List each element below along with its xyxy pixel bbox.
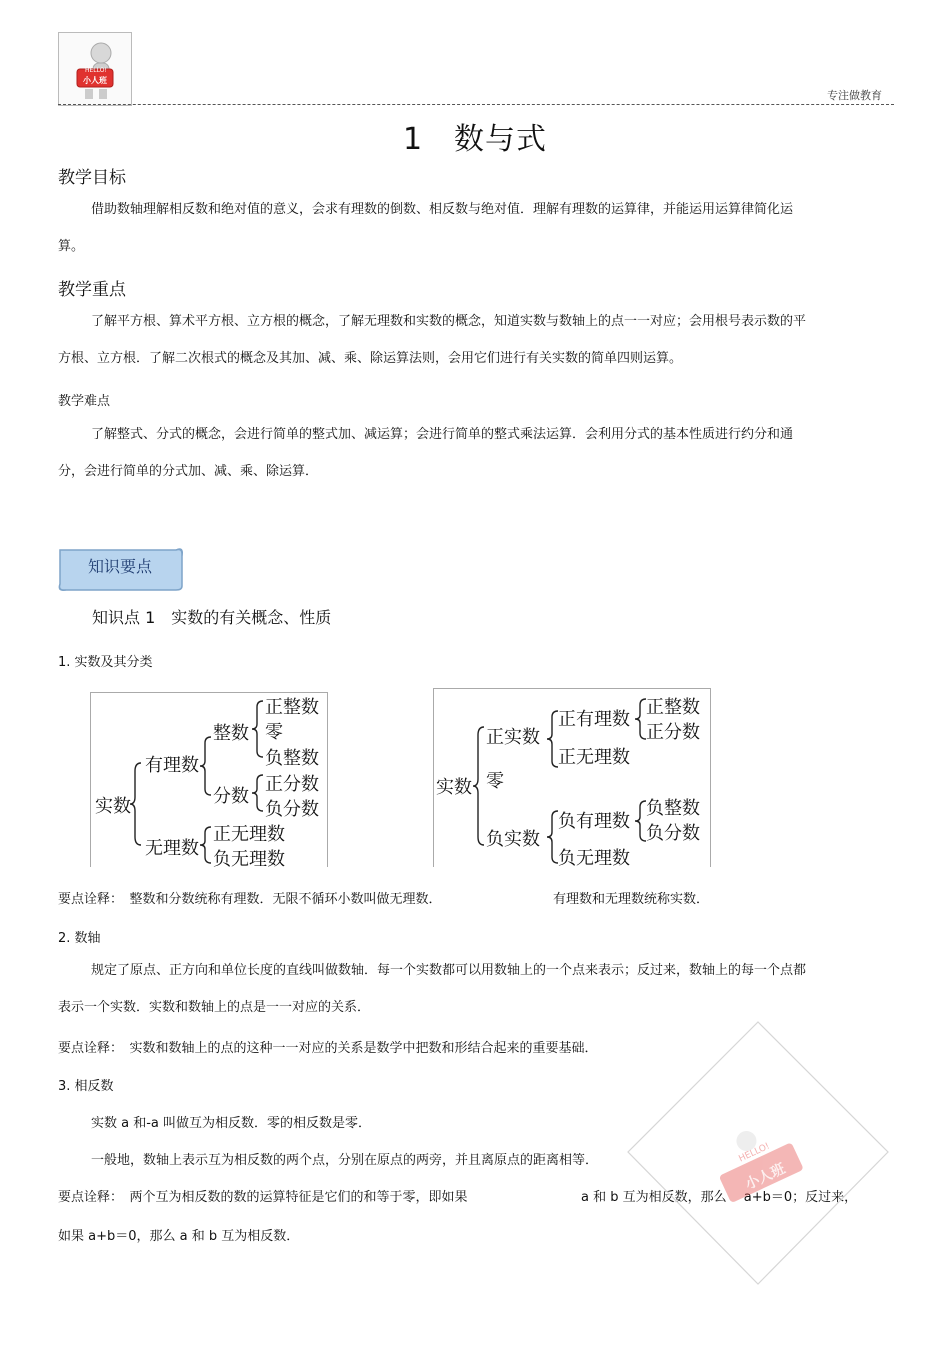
classification-diagram-1 bbox=[90, 692, 328, 870]
d1-brace-irrational bbox=[199, 825, 213, 865]
item3-line2: 一般地，数轴上表示互为相反数的两个点，分别在原点的两旁，并且离原点的距离相等． bbox=[91, 1153, 599, 1168]
section-banner bbox=[58, 546, 182, 588]
d1-integer: 整数 bbox=[213, 723, 249, 744]
d1-brace-root bbox=[129, 761, 143, 847]
logo-top-text: HELLO! bbox=[85, 67, 107, 74]
note3-part-b: a 和 b 互为相反数，那么 a+b＝0；反过来， bbox=[581, 1190, 858, 1205]
d2-pos-int: 正整数 bbox=[646, 697, 700, 718]
focus-text: 了解平方根、算术平方根、立方根的概念，了解无理数和实数的概念，知道实数与数轴上的点一一对应；会用根号表示数的平方根、立方根．了解二次根式的概念及其加、减、乘、除运算法则，会用它们进行有关实数的简单四则运算。 bbox=[58, 314, 807, 366]
d2-root: 实数 bbox=[436, 777, 472, 798]
knowledge-point-title: 知识点 1 实数的有关概念、性质 bbox=[92, 608, 332, 627]
d2-pos-rational: 正有理数 bbox=[558, 709, 630, 730]
note3-part-c: 如果 a+b＝0，那么 a 和 b 互为相反数． bbox=[58, 1229, 300, 1244]
d1-brace-integer bbox=[251, 699, 265, 759]
watermark-text: 小人班 bbox=[743, 1160, 788, 1194]
item3-line1: 实数 a 和-a 叫做互为相反数．零的相反数是零． bbox=[91, 1116, 372, 1131]
note3-part-a: 要点诠释： 两个互为相反数的数的运算特征是它们的和等于零，即如果 bbox=[58, 1190, 468, 1205]
classification-diagram-2 bbox=[433, 688, 711, 867]
header-divider bbox=[58, 104, 894, 105]
difficulty-heading: 教学难点 bbox=[58, 394, 111, 409]
item2-title: 2. 数轴 bbox=[58, 931, 101, 946]
banner-label: 知识要点 bbox=[87, 557, 152, 576]
focus-heading: 教学重点 bbox=[58, 280, 126, 300]
d1-pos-int: 正整数 bbox=[265, 697, 319, 718]
d1-irrational: 无理数 bbox=[145, 838, 199, 859]
d2-pos-real: 正实数 bbox=[486, 727, 540, 748]
d2-neg-int: 负整数 bbox=[646, 798, 700, 819]
note1-part-b: 有理数和无理数统称实数． bbox=[553, 892, 710, 907]
d1-zero: 零 bbox=[265, 722, 283, 743]
item1-title: 1. 实数及其分类 bbox=[58, 655, 153, 670]
d1-brace-fraction bbox=[251, 773, 265, 813]
d2-neg-irrational: 负无理数 bbox=[558, 848, 630, 869]
d1-rational: 有理数 bbox=[145, 755, 199, 776]
d1-neg-frac: 负分数 bbox=[265, 799, 319, 820]
d1-brace-rational bbox=[199, 735, 213, 797]
header-slogan: 专注做教育 bbox=[827, 89, 882, 102]
note1-part-a: 要点诠释： 整数和分数统称有理数．无限不循环小数叫做无理数． bbox=[58, 892, 442, 907]
item2-text: 规定了原点、正方向和单位长度的直线叫做数轴．每一个实数都可以用数轴上的一个点来表示；反过来，数轴上的每一个点都表示一个实数．实数和数轴上的点是一一对应的关系． bbox=[58, 963, 807, 1015]
d1-pos-irr: 正无理数 bbox=[213, 824, 285, 845]
d2-neg-rational: 负有理数 bbox=[558, 811, 630, 832]
d2-brace-root bbox=[472, 725, 486, 847]
d1-neg-irr: 负无理数 bbox=[213, 849, 285, 870]
watermark-top-text: HELLO! bbox=[737, 1141, 772, 1165]
d1-fraction: 分数 bbox=[213, 786, 249, 807]
page-title: 1 数与式 bbox=[402, 122, 548, 157]
d2-pos-irrational: 正无理数 bbox=[558, 747, 630, 768]
logo-text: 小人班 bbox=[83, 76, 107, 85]
d2-zero: 零 bbox=[486, 771, 504, 792]
d1-pos-frac: 正分数 bbox=[265, 774, 319, 795]
goal-text: 借助数轴理解相反数和绝对值的意义，会求有理数的倒数、相反数与绝对值．理解有理数的运算律，并能运用运算律简化运算。 bbox=[58, 202, 794, 254]
difficulty-text: 了解整式、分式的概念，会进行简单的整式加、减运算；会进行简单的整式乘法运算．会利用分式的基本性质进行约分和通分，会进行简单的分式加、减、乘、除运算． bbox=[58, 427, 794, 479]
d2-neg-real: 负实数 bbox=[486, 829, 540, 850]
d1-neg-int: 负整数 bbox=[265, 748, 319, 769]
note2: 要点诠释： 实数和数轴上的点的这种一一对应的关系是数学中把数和形结合起来的重要基础． bbox=[58, 1041, 598, 1056]
d1-root: 实数 bbox=[95, 796, 131, 817]
goal-heading: 教学目标 bbox=[58, 168, 126, 188]
logo bbox=[58, 32, 132, 106]
d2-pos-frac: 正分数 bbox=[646, 722, 700, 743]
d2-neg-frac: 负分数 bbox=[646, 823, 700, 844]
watermark bbox=[620, 1020, 890, 1290]
item3-title: 3. 相反数 bbox=[58, 1079, 114, 1094]
